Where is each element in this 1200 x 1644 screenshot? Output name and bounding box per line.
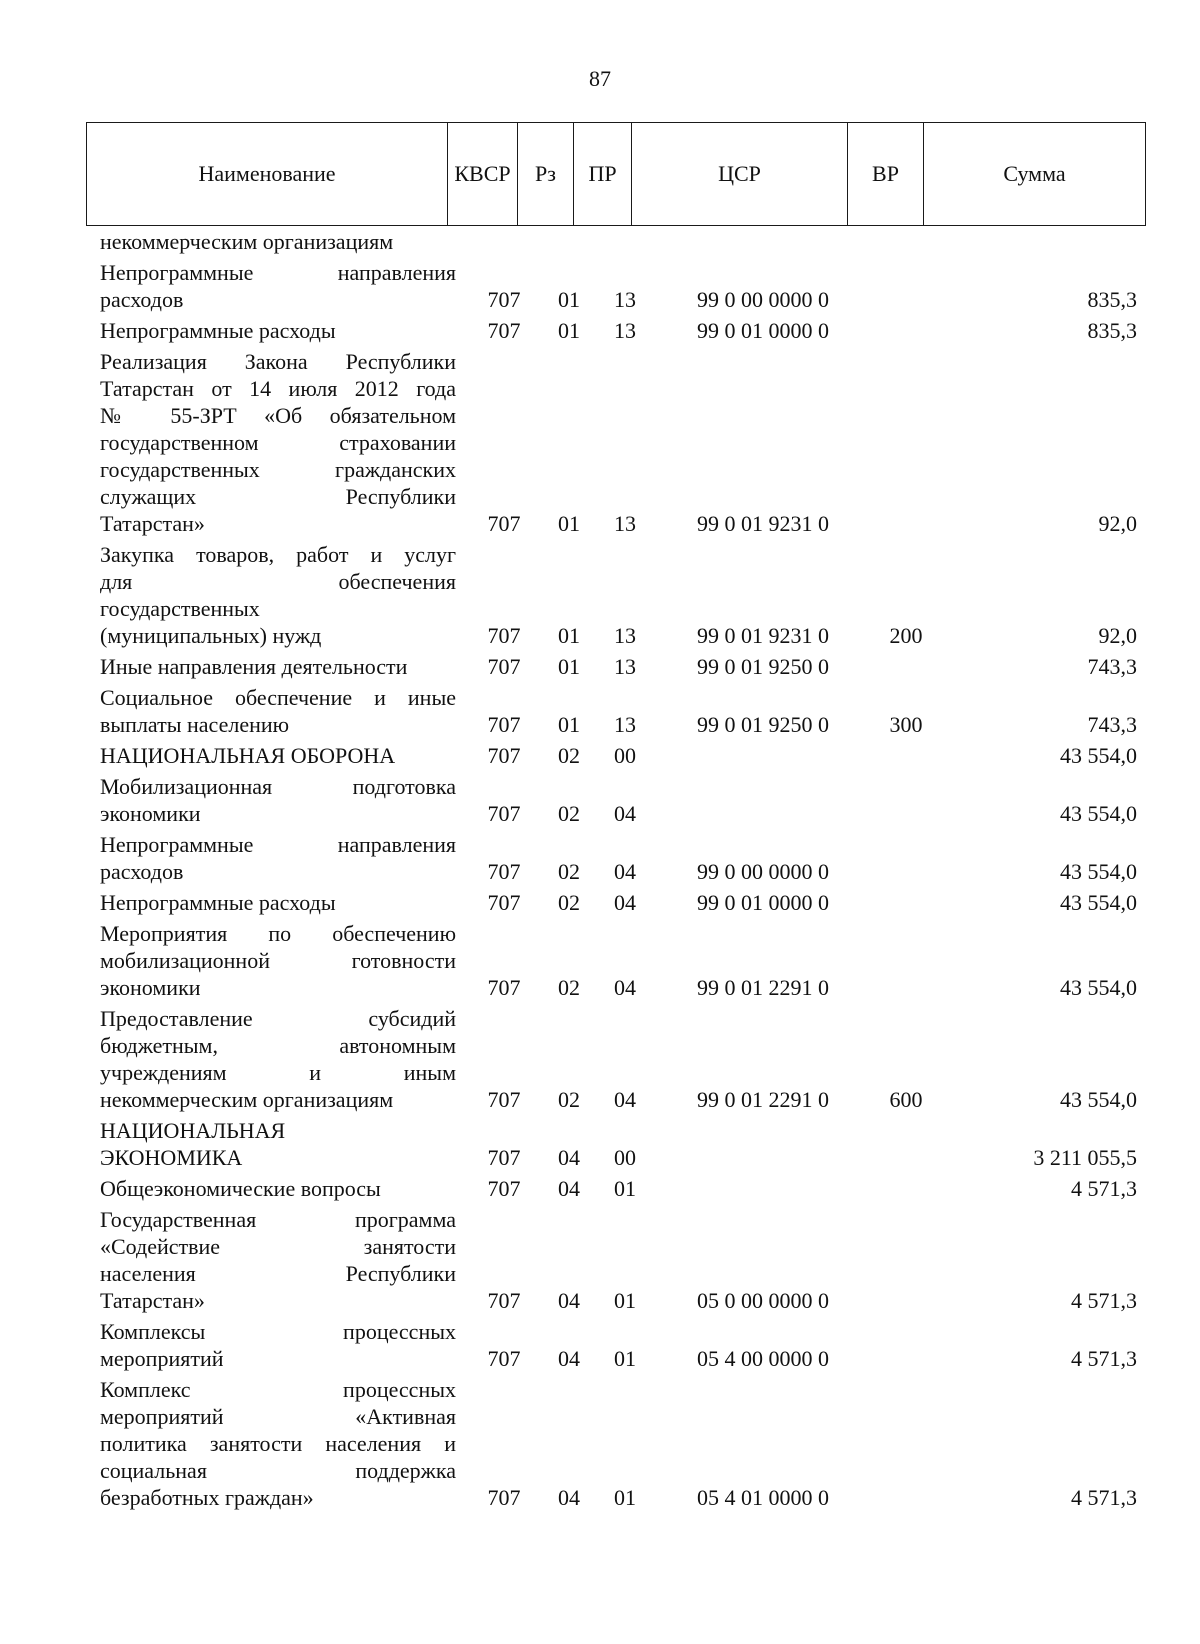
table-row — [0, 541, 1200, 649]
row-rz: 02 — [558, 743, 580, 768]
row-name-line: Непрограммные расходы — [100, 318, 336, 343]
row-vr: 300 — [889, 712, 923, 737]
header-rz: Рз — [517, 123, 573, 225]
table-row — [0, 1117, 1200, 1171]
row-name-line: Мероприятия по обеспечению — [100, 921, 456, 946]
row-name — [100, 348, 456, 537]
row-kvsr: 707 — [487, 975, 521, 1000]
row-sum: 43 554,0 — [1060, 743, 1137, 768]
row-name-line: учреждениям и иным — [100, 1060, 456, 1085]
row-sum: 4 571,3 — [1071, 1346, 1137, 1371]
row-sum: 43 554,0 — [1060, 859, 1137, 884]
row-kvsr: 707 — [487, 743, 521, 768]
row-name-line: государственном страховании — [100, 430, 456, 455]
row-kvsr: 707 — [487, 287, 521, 312]
row-name-line: некоммерческим организациям — [100, 229, 394, 254]
row-csr: 05 4 01 0000 0 — [697, 1485, 829, 1510]
row-kvsr: 707 — [487, 511, 521, 536]
row-rz: 01 — [558, 623, 580, 648]
row-csr: 99 0 00 0000 0 — [697, 859, 829, 884]
row-name-line: для обеспечения — [100, 569, 456, 594]
row-name-line: безработных граждан» — [100, 1485, 314, 1510]
row-rz: 02 — [558, 859, 580, 884]
row-rz: 01 — [558, 318, 580, 343]
row-rz: 02 — [558, 1087, 580, 1112]
row-pr: 13 — [614, 712, 636, 737]
table-row — [0, 1206, 1200, 1314]
row-csr: 99 0 01 9250 0 — [697, 654, 829, 679]
row-name — [100, 742, 456, 769]
table-row — [0, 1005, 1200, 1113]
table-row — [0, 831, 1200, 885]
row-name — [100, 1005, 456, 1113]
row-kvsr: 707 — [487, 859, 521, 884]
row-name-line: Иные направления деятельности — [100, 654, 408, 679]
row-pr: 04 — [614, 801, 636, 826]
row-sum: 92,0 — [1098, 623, 1137, 648]
header-pr: ПР — [573, 123, 631, 225]
row-name — [100, 773, 456, 827]
row-name-line: государственных — [100, 596, 260, 621]
row-sum: 43 554,0 — [1060, 890, 1137, 915]
row-name-line: Государственная программа — [100, 1207, 456, 1232]
row-rz: 01 — [558, 654, 580, 679]
row-name-line: расходов — [100, 287, 184, 312]
row-name-line: государственных гражданских — [100, 457, 456, 482]
row-csr: 05 0 00 0000 0 — [697, 1288, 829, 1313]
row-name-line: Татарстан» — [100, 511, 205, 536]
row-vr: 200 — [889, 623, 923, 648]
row-name-line: НАЦИОНАЛЬНАЯ — [100, 1118, 286, 1143]
row-rz: 04 — [558, 1346, 580, 1371]
row-kvsr: 707 — [487, 1087, 521, 1112]
table-row — [0, 1318, 1200, 1372]
row-name — [100, 920, 456, 1001]
row-kvsr: 707 — [487, 801, 521, 826]
table-row — [0, 317, 1200, 344]
row-name-line: экономики — [100, 975, 201, 1000]
header-csr: ЦСР — [631, 123, 847, 225]
row-name-line: «Содействие занятости — [100, 1234, 456, 1259]
row-name-line: Непрограммные направления — [100, 260, 456, 285]
row-sum: 43 554,0 — [1060, 1087, 1137, 1112]
table-row — [0, 920, 1200, 1001]
row-name-line: некоммерческим организациям — [100, 1087, 394, 1112]
row-kvsr: 707 — [487, 1288, 521, 1313]
row-name-line: Реализация Закона Республики — [100, 349, 456, 374]
row-kvsr: 707 — [487, 712, 521, 737]
row-pr: 04 — [614, 1087, 636, 1112]
table-row — [0, 742, 1200, 769]
row-name-line: Социальное обеспечение и иные — [100, 685, 456, 710]
row-name-line: Комплекс процессных — [100, 1377, 456, 1402]
row-name — [100, 1117, 456, 1171]
row-sum: 4 571,3 — [1071, 1176, 1137, 1201]
row-sum: 92,0 — [1098, 511, 1137, 536]
row-csr: 99 0 01 9250 0 — [697, 712, 829, 737]
table-row — [0, 653, 1200, 680]
row-name — [100, 653, 456, 680]
table-body — [0, 228, 1200, 1515]
row-name-line: служащих Республики — [100, 484, 456, 509]
row-pr: 04 — [614, 859, 636, 884]
row-rz: 02 — [558, 890, 580, 915]
row-csr: 99 0 01 0000 0 — [697, 890, 829, 915]
row-pr: 00 — [614, 1145, 636, 1170]
row-name-line: выплаты населению — [100, 712, 290, 737]
row-name-line: Предоставление субсидий — [100, 1006, 456, 1031]
header-kvsr: КВСР — [447, 123, 517, 225]
row-name — [100, 1318, 456, 1372]
row-pr: 13 — [614, 654, 636, 679]
row-rz: 04 — [558, 1145, 580, 1170]
row-rz: 04 — [558, 1176, 580, 1201]
page-number: 87 — [589, 66, 611, 91]
header-sum: Сумма — [923, 123, 1145, 225]
row-sum: 743,3 — [1087, 654, 1137, 679]
row-name-line: Непрограммные направления — [100, 832, 456, 857]
row-name-line: № 55-ЗРТ «Об обязательном — [100, 403, 456, 428]
table-row — [0, 259, 1200, 313]
row-sum: 4 571,3 — [1071, 1288, 1137, 1313]
row-rz: 04 — [558, 1485, 580, 1510]
row-name-line: расходов — [100, 859, 184, 884]
row-csr: 05 4 00 0000 0 — [697, 1346, 829, 1371]
row-name-line: мероприятий «Активная — [100, 1404, 456, 1429]
table-row — [0, 889, 1200, 916]
row-name-line: бюджетным, автономным — [100, 1033, 456, 1058]
row-sum: 43 554,0 — [1060, 801, 1137, 826]
row-name — [100, 317, 456, 344]
row-pr: 01 — [614, 1485, 636, 1510]
row-pr: 01 — [614, 1176, 636, 1201]
row-rz: 01 — [558, 511, 580, 536]
row-sum: 835,3 — [1087, 287, 1137, 312]
table-header — [86, 122, 1146, 226]
row-csr: 99 0 01 2291 0 — [697, 975, 829, 1000]
row-kvsr: 707 — [487, 318, 521, 343]
row-kvsr: 707 — [487, 654, 521, 679]
row-sum: 743,3 — [1087, 712, 1137, 737]
row-name-line: Комплексы процессных — [100, 1319, 456, 1344]
row-pr: 04 — [614, 890, 636, 915]
row-rz: 02 — [558, 975, 580, 1000]
table-row — [0, 228, 1200, 255]
row-pr: 00 — [614, 743, 636, 768]
row-name-line: (муниципальных) нужд — [100, 623, 322, 648]
row-name — [100, 831, 456, 885]
row-csr: 99 0 01 2291 0 — [697, 1087, 829, 1112]
row-pr: 13 — [614, 511, 636, 536]
row-name-line: мероприятий — [100, 1346, 224, 1371]
header-vr: ВР — [847, 123, 923, 225]
row-kvsr: 707 — [487, 1176, 521, 1201]
row-name-line: экономики — [100, 801, 201, 826]
row-csr: 99 0 00 0000 0 — [697, 287, 829, 312]
row-vr: 600 — [889, 1087, 923, 1112]
row-sum: 43 554,0 — [1060, 975, 1137, 1000]
row-rz: 01 — [558, 712, 580, 737]
row-kvsr: 707 — [487, 1346, 521, 1371]
row-pr: 04 — [614, 975, 636, 1000]
row-rz: 04 — [558, 1288, 580, 1313]
row-pr: 13 — [614, 318, 636, 343]
row-csr: 99 0 01 9231 0 — [697, 623, 829, 648]
row-kvsr: 707 — [487, 1485, 521, 1510]
row-rz: 01 — [558, 287, 580, 312]
row-sum: 3 211 055,5 — [1033, 1145, 1137, 1170]
row-sum: 4 571,3 — [1071, 1485, 1137, 1510]
row-sum: 835,3 — [1087, 318, 1137, 343]
row-pr: 01 — [614, 1288, 636, 1313]
row-name — [100, 889, 456, 916]
row-name-line: политика занятости населения и — [100, 1431, 456, 1456]
row-name — [100, 1206, 456, 1314]
header-name: Наименование — [198, 161, 336, 186]
row-name-line: Общеэкономические вопросы — [100, 1176, 381, 1201]
row-rz: 02 — [558, 801, 580, 826]
row-name-line: мобилизационной готовности — [100, 948, 456, 973]
row-name-line: социальная поддержка — [100, 1458, 456, 1483]
row-name-line: НАЦИОНАЛЬНАЯ ОБОРОНА — [100, 743, 396, 768]
row-name-line: Татарстан от 14 июля 2012 года — [100, 376, 456, 401]
row-name-line: Непрограммные расходы — [100, 890, 336, 915]
table-row — [0, 773, 1200, 827]
row-pr: 01 — [614, 1346, 636, 1371]
row-kvsr: 707 — [487, 1145, 521, 1170]
row-name-line: ЭКОНОМИКА — [100, 1145, 243, 1170]
row-kvsr: 707 — [487, 890, 521, 915]
row-csr: 99 0 01 9231 0 — [697, 511, 829, 536]
row-name — [100, 684, 456, 738]
row-name — [100, 1175, 456, 1202]
row-kvsr: 707 — [487, 623, 521, 648]
row-name — [100, 228, 456, 255]
row-name-line: Татарстан» — [100, 1288, 205, 1313]
table-row — [0, 1175, 1200, 1202]
table-row — [0, 1376, 1200, 1511]
table-row — [0, 684, 1200, 738]
row-name-line: населения Республики — [100, 1261, 456, 1286]
row-csr: 99 0 01 0000 0 — [697, 318, 829, 343]
table-row — [0, 348, 1200, 537]
row-name — [100, 1376, 456, 1511]
row-pr: 13 — [614, 287, 636, 312]
row-name — [100, 259, 456, 313]
row-name — [100, 541, 456, 649]
row-pr: 13 — [614, 623, 636, 648]
row-name-line: Закупка товаров, работ и услуг — [100, 542, 456, 567]
row-name-line: Мобилизационная подготовка — [100, 774, 456, 799]
